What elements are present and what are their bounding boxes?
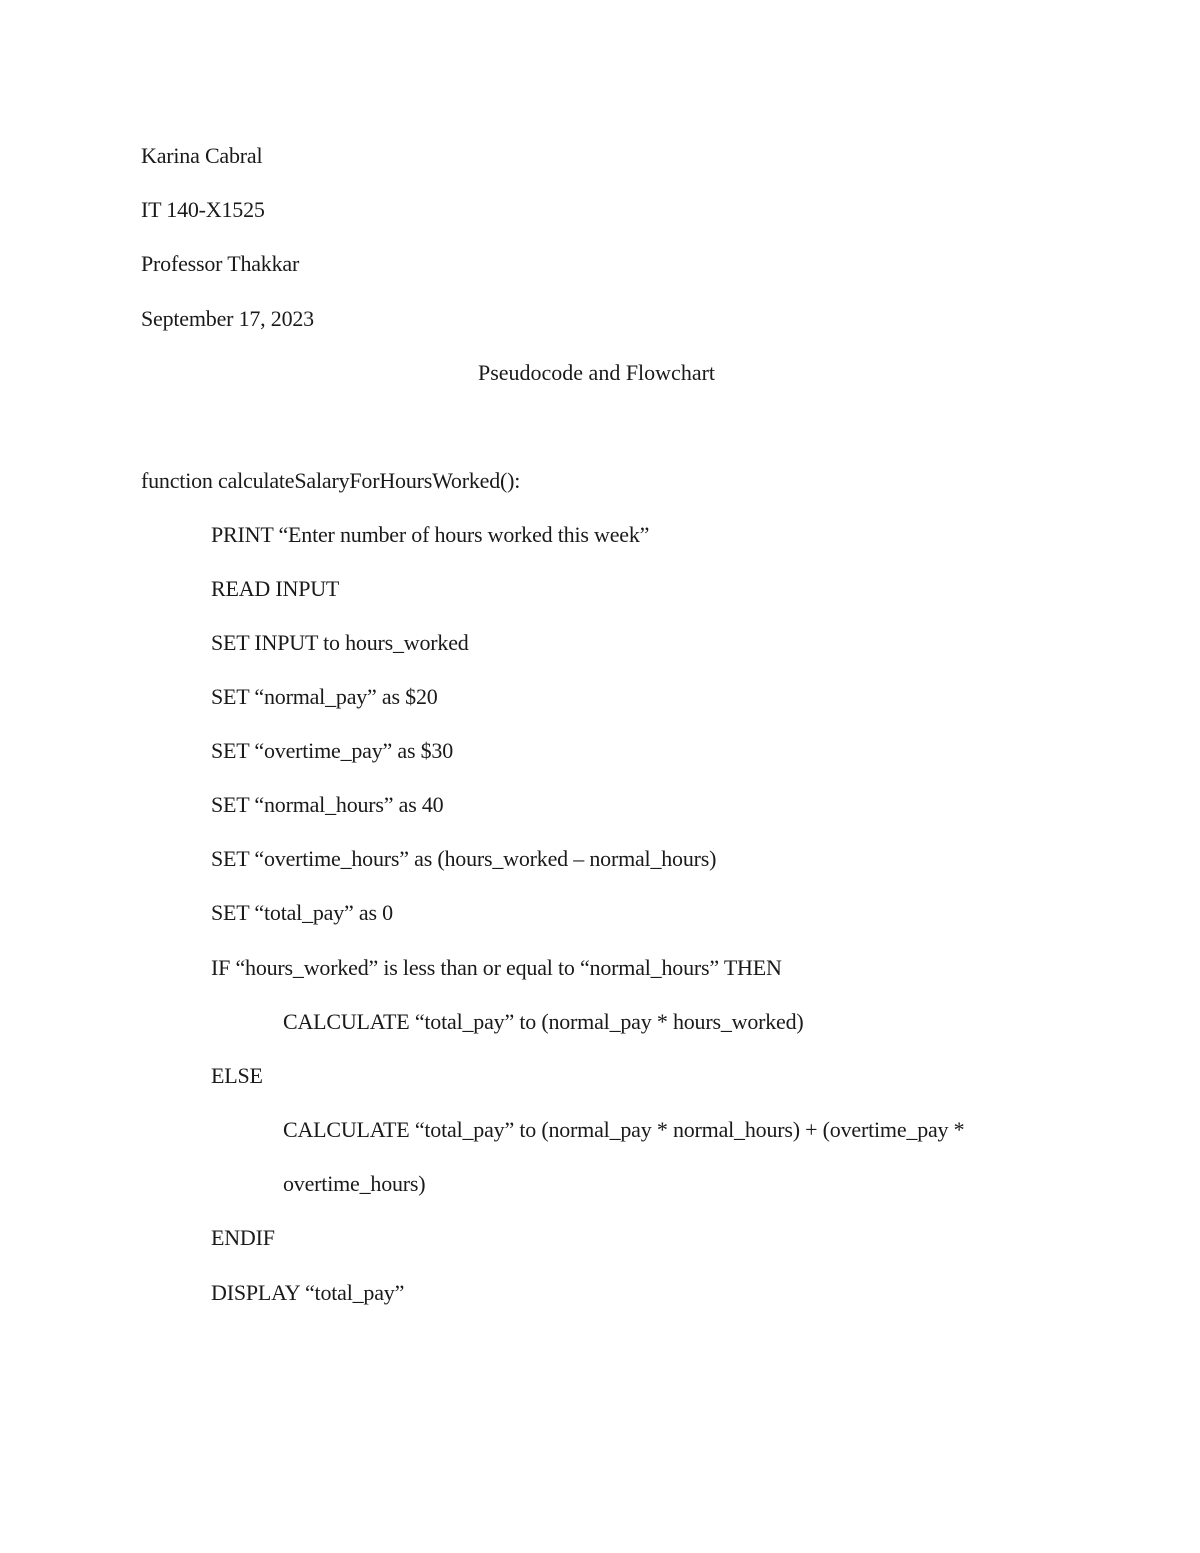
pseudocode-line: CALCULATE “total_pay” to (normal_pay * hours_worked) [283, 1009, 804, 1034]
pseudocode-line: ENDIF [211, 1225, 275, 1250]
document-date: September 17, 2023 [141, 306, 314, 331]
pseudocode-line: CALCULATE “total_pay” to (normal_pay * normal_hours) + (overtime_pay * [283, 1117, 965, 1142]
pseudocode-line: IF “hours_worked” is less than or equal to “normal_hours” THEN [211, 955, 782, 980]
pseudocode-line: SET INPUT to hours_worked [211, 630, 469, 655]
pseudocode-line: overtime_hours) [283, 1171, 426, 1196]
pseudocode-line: SET “overtime_hours” as (hours_worked – normal_hours) [211, 846, 717, 871]
pseudocode-line: SET “overtime_pay” as $30 [211, 738, 454, 763]
author-name: Karina Cabral [141, 143, 263, 168]
pseudocode-line: PRINT “Enter number of hours worked this week” [211, 522, 650, 547]
pseudocode-line: SET “normal_hours” as 40 [211, 792, 444, 817]
pseudocode-line: SET “total_pay” as 0 [211, 900, 393, 925]
professor-name: Professor Thakkar [141, 251, 300, 276]
pseudocode-line: ELSE [211, 1063, 263, 1088]
pseudocode-line: SET “normal_pay” as $20 [211, 684, 438, 709]
function-signature: function calculateSalaryForHoursWorked(): [141, 468, 521, 493]
pseudocode-line: READ INPUT [211, 576, 340, 601]
document-title: Pseudocode and Flowchart [477, 360, 716, 385]
course-code: IT 140-X1525 [141, 197, 265, 222]
pseudocode-line: DISPLAY “total_pay” [211, 1280, 405, 1305]
